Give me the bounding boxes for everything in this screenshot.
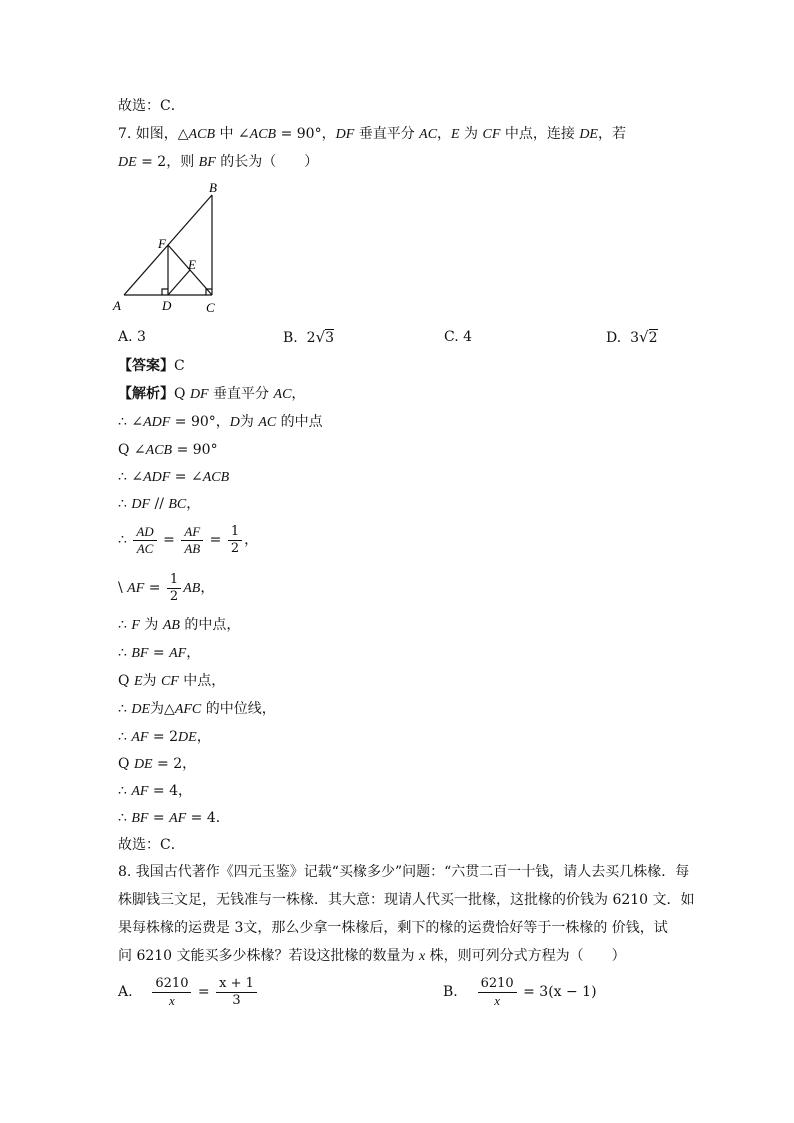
label-f: F <box>158 236 166 251</box>
q7-step-15: ∴ BF = AF = 4． <box>118 810 230 826</box>
q7-step-4: ∴ ∠ADF = ∠ACB <box>118 469 230 485</box>
q7-step-13: Q DE = 2， <box>118 756 197 772</box>
q7-conclusion: 故选：C． <box>118 837 185 853</box>
q6-conclusion: 故选：C． <box>118 98 185 114</box>
q8-option-b: B. $\frac{6210}{x}$ = 3(x − 1) <box>443 975 597 1008</box>
q7-stem-line2: DE = 2，则 BF 的长为（ ） <box>118 154 319 170</box>
q7-step-9: ∴ BF = AF， <box>118 645 201 661</box>
q8-line-4: 问 6210 文能买多少株椽？若设这批椽的数量为 x 株，则可列分式方程为（ ） <box>118 948 626 964</box>
q7-step-2: ∴ ∠ADF = 90°，D为 AC 的中点 <box>118 414 323 430</box>
q7-step-5: ∴ DF // BC， <box>118 496 201 512</box>
q7-step-10: Q E为 CF 中点， <box>118 673 226 689</box>
label-b: B <box>209 180 217 195</box>
label-a: A <box>113 298 121 313</box>
q7-step-7: \ AF = $\frac{1}{2}$ AB， <box>118 571 215 604</box>
q7-step-6: ∴ $\frac{AD}{AC}$ = $\frac{AF}{AB}$ = $\frac{1}{2}$ ， <box>118 523 259 556</box>
segment-de <box>168 270 190 295</box>
q7-step-8: ∴ F 为 AB 的中点， <box>118 617 241 633</box>
label-e: E <box>188 257 196 272</box>
q7-step-11: ∴ DE为△AFC 的中位线， <box>118 701 276 717</box>
q7-step-1: 【解析】Q DF 垂直平分 AC， <box>118 386 306 402</box>
q8-option-a: A. $\frac{6210}{x}$ = $\frac{x + 1}{3}$ <box>118 972 259 1012</box>
q7-step-3: Q ∠ACB = 90° <box>118 442 218 458</box>
q7-answer: 【答案】C <box>118 358 185 374</box>
q7-step-14: ∴ AF = 4， <box>118 783 193 799</box>
right-angle-d <box>162 289 168 295</box>
label-c: C <box>206 300 215 315</box>
q7-option-d: D. 3√2 <box>606 328 658 346</box>
q7-step-12: ∴ AF = 2DE， <box>118 729 211 745</box>
q7-option-b: B. 2√3 <box>283 328 335 346</box>
label-d: D <box>162 298 172 313</box>
q7-option-c: C. 4 <box>444 329 473 345</box>
q8-line-3: 果每株椽的运费是 3文，那么少拿一株椽后，剩下的椽的运费恰好等于一株椽的 价钱，试 <box>118 920 668 936</box>
q7-option-a: A. 3 <box>118 329 146 345</box>
q8-line-1: 8. 我国古代著作《四元玉鉴》记载“买椽多少”问题：“六贯二百一十钱，请人去买几株椽．每 <box>118 864 690 880</box>
q7-stem-line1: 7. 如图，△ACB 中 ∠ACB = 90°，DF 垂直平分 AC，E 为 CF 中点，连接 DE，若 <box>118 126 626 142</box>
q8-line-2: 株脚钱三文足，无钱准与一株椽．其大意：现请人代买一批椽，这批椽的价钱为 6210 文．如 <box>118 892 695 908</box>
q7-triangle-figure <box>112 178 232 318</box>
